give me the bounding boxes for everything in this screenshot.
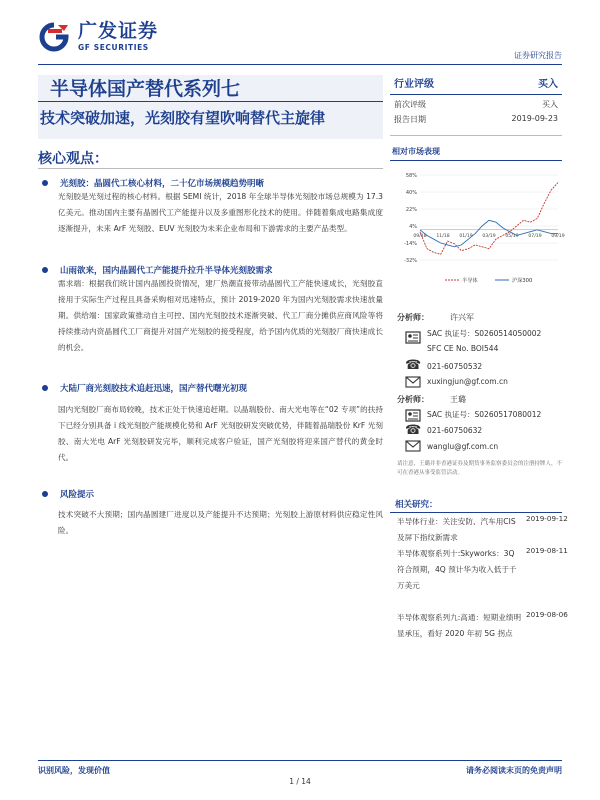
rating-divider bbox=[390, 135, 562, 136]
phone-icon: ☎ bbox=[405, 358, 422, 373]
related-item-title[interactable]: 半导体观察系列九:高通：短期业绩明显承压，看好 2020 年初 5G 拐点 bbox=[397, 613, 522, 638]
x-tick-label: 05/19 bbox=[505, 233, 519, 239]
email-icon bbox=[405, 440, 421, 454]
section-heading-text: 山雨欲来，国内晶圆代工产能提升拉升半导体光刻胶需求 bbox=[60, 266, 273, 276]
gf-logo-icon bbox=[38, 22, 72, 52]
y-tick-label: -14% bbox=[404, 241, 417, 247]
report-type: 证券研究报告 bbox=[514, 51, 562, 60]
id-card-icon bbox=[405, 408, 421, 422]
industry-rating-row bbox=[390, 75, 562, 95]
footer-slogan: 识别风险，发现价值 bbox=[38, 766, 110, 775]
main-title: 技术突破加速，光刻胶有望吹响替代主旋律 bbox=[40, 109, 326, 127]
market-chart-divider bbox=[390, 160, 562, 161]
y-tick-label: 40% bbox=[405, 190, 417, 196]
analyst-phone: 021-60750632 bbox=[427, 426, 483, 435]
y-tick-label: 4% bbox=[409, 224, 417, 230]
header-divider bbox=[38, 64, 562, 65]
company-logo bbox=[38, 22, 158, 52]
footer-disclaimer-note: 请务必阅读末页的免责声明 bbox=[466, 766, 562, 775]
section-heading-text: 光刻胶：晶圆代工核心材料，二十亿市场规模趋势明晰 bbox=[60, 179, 265, 189]
section-paragraph: 光刻胶是光刻过程的核心材料。根据 SEMI 统计，2018 年全球半导体光刻胶市场总规模为 17.3 亿美元。推动国内主要有晶圆代工产能提升以及多重图形化技术的使用。伴随着集成电路集成度逐渐提升，未来 ArF 光刻胶、EUV 光刻胶为未来企业布局和下游需求的主要产品类型。 bbox=[58, 192, 383, 233]
section-paragraph: 国内光刻胶厂商布局较晚，技术正处于快速追赶期。以晶瑞股份、南大光电等在“02 专项”的扶持下已经分别具备 i 线光刻胶产能规模化势和 ArF 光刻胶研发突破优势，伴随着晶瑞股份 KrF 光刻胶、南大光电 ArF 光刻胶研发完毕，顺利完成客户验证，国产光刻胶将迎来国产替代的黄金时代。 bbox=[58, 405, 383, 462]
related-item-title[interactable]: 半导体观察系列十:Skyworks：3Q 符合预期，4Q 预计华为收入低于千万美元 bbox=[397, 549, 517, 590]
y-tick-label: 58% bbox=[405, 173, 417, 179]
section-heading bbox=[38, 382, 247, 394]
y-tick-label: 22% bbox=[405, 207, 417, 213]
y-tick-label: -32% bbox=[404, 258, 417, 264]
bullet-icon bbox=[42, 180, 48, 186]
logo-cn-text: 广发证券 bbox=[78, 20, 159, 43]
analyst-disclaimer: 请注意，王璐并非香港证券及期货事务监察委员会的注册持牌人，不可在香港从事受监管活动。 bbox=[397, 461, 563, 476]
x-tick-label: 09/19 bbox=[551, 233, 565, 239]
email-icon bbox=[405, 376, 421, 390]
analyst-name: 许兴军 bbox=[450, 313, 474, 322]
industry-rating-label: 行业评级 bbox=[394, 79, 434, 90]
section-heading bbox=[38, 264, 273, 276]
analyst-sfc: SFC CE No. BOI544 bbox=[427, 344, 499, 353]
x-tick-label: 11/18 bbox=[436, 233, 450, 239]
analyst-label: 分析师： bbox=[397, 395, 429, 404]
report-date-row bbox=[390, 110, 562, 125]
analyst-sac: SAC 执证号：S0260517080012 bbox=[427, 410, 542, 419]
related-research-title: 相关研究： bbox=[395, 500, 438, 510]
related-item-date: 2019-09-12 bbox=[526, 514, 568, 523]
analyst-sac: SAC 执证号：S0260514050002 bbox=[427, 329, 542, 338]
section-paragraph: 需求端：根据我们统计国内晶圆投资情况，建厂热潮直接带动晶圆代工产能快速成长，光刻胶直接用于实际生产过程且具备采购相对迅速特点，预计 2019-2020 年为国内光刻胶需求快速放量期。供给端：国家政策推动自主可控、国内光刻胶技术逐渐突破、代工厂商分摊供应商风险等将持续推动内资晶圆代工厂商提升对国产光刻胶的接受程度，给予国内优质的光刻胶厂商快速成长的机会。 bbox=[58, 279, 383, 352]
industry-rating-value: 买入 bbox=[538, 79, 558, 90]
bullet-icon bbox=[42, 491, 48, 497]
analyst-name: 王璐 bbox=[450, 395, 466, 404]
phone-icon: ☎ bbox=[405, 423, 422, 438]
footer-divider bbox=[38, 760, 562, 761]
x-tick-label: 07/19 bbox=[528, 233, 542, 239]
bullet-icon bbox=[42, 385, 48, 391]
x-tick-label: 01/19 bbox=[459, 233, 473, 239]
report-date-label: 报告日期 bbox=[394, 115, 426, 124]
logo-en-text: GF SECURITIES bbox=[78, 43, 149, 53]
market-chart-svg bbox=[390, 165, 565, 290]
previous-rating-value: 买入 bbox=[542, 100, 558, 109]
section-heading bbox=[38, 488, 94, 500]
legend-label: 半导体 bbox=[462, 278, 478, 284]
x-tick-label: 09/18 bbox=[413, 233, 427, 239]
title-divider bbox=[38, 101, 383, 102]
previous-rating-row bbox=[390, 95, 562, 110]
related-research-divider bbox=[390, 512, 562, 513]
x-tick-label: 03/19 bbox=[482, 233, 496, 239]
section-heading-text: 风险提示 bbox=[60, 490, 95, 500]
analyst-label: 分析师： bbox=[397, 313, 429, 322]
previous-rating-label: 前次评级 bbox=[394, 100, 426, 109]
series-title: 半导体国产替代系列七 bbox=[50, 78, 241, 100]
market-performance-chart bbox=[390, 165, 565, 290]
series-line bbox=[420, 183, 558, 255]
section-heading-text: 大陆厂商光刻胶技术追赶迅速，国产替代曙光初现 bbox=[60, 384, 248, 394]
related-item-title[interactable]: 半导体行业：关注安防、汽车用CIS 及屏下指纹新需求 bbox=[397, 517, 516, 542]
core-views-title: 核心观点： bbox=[38, 151, 108, 167]
bullet-icon bbox=[42, 267, 48, 273]
report-date-value: 2019-09-23 bbox=[511, 114, 558, 123]
market-chart-title: 相对市场表现 bbox=[392, 147, 440, 156]
analyst-email[interactable]: wanglu@gf.com.cn bbox=[427, 442, 499, 451]
section-paragraph: 技术突破不大预期；国内晶圆建厂进度以及产能提升不达预期；光刻胶上游原材料供应稳定性风险。 bbox=[58, 510, 383, 535]
analyst-phone: 021-60750532 bbox=[427, 362, 483, 371]
related-item-date: 2019-08-11 bbox=[526, 546, 568, 555]
id-card-icon bbox=[405, 330, 421, 344]
related-item-date: 2019-08-06 bbox=[526, 610, 568, 619]
section-heading bbox=[38, 177, 264, 189]
analyst-email[interactable]: xuxingjun@gf.com.cn bbox=[427, 377, 508, 386]
core-views-divider bbox=[38, 168, 383, 169]
legend-label: 沪深300 bbox=[512, 278, 533, 284]
page-number: 1 / 14 bbox=[289, 777, 311, 786]
rating-box bbox=[390, 75, 562, 125]
